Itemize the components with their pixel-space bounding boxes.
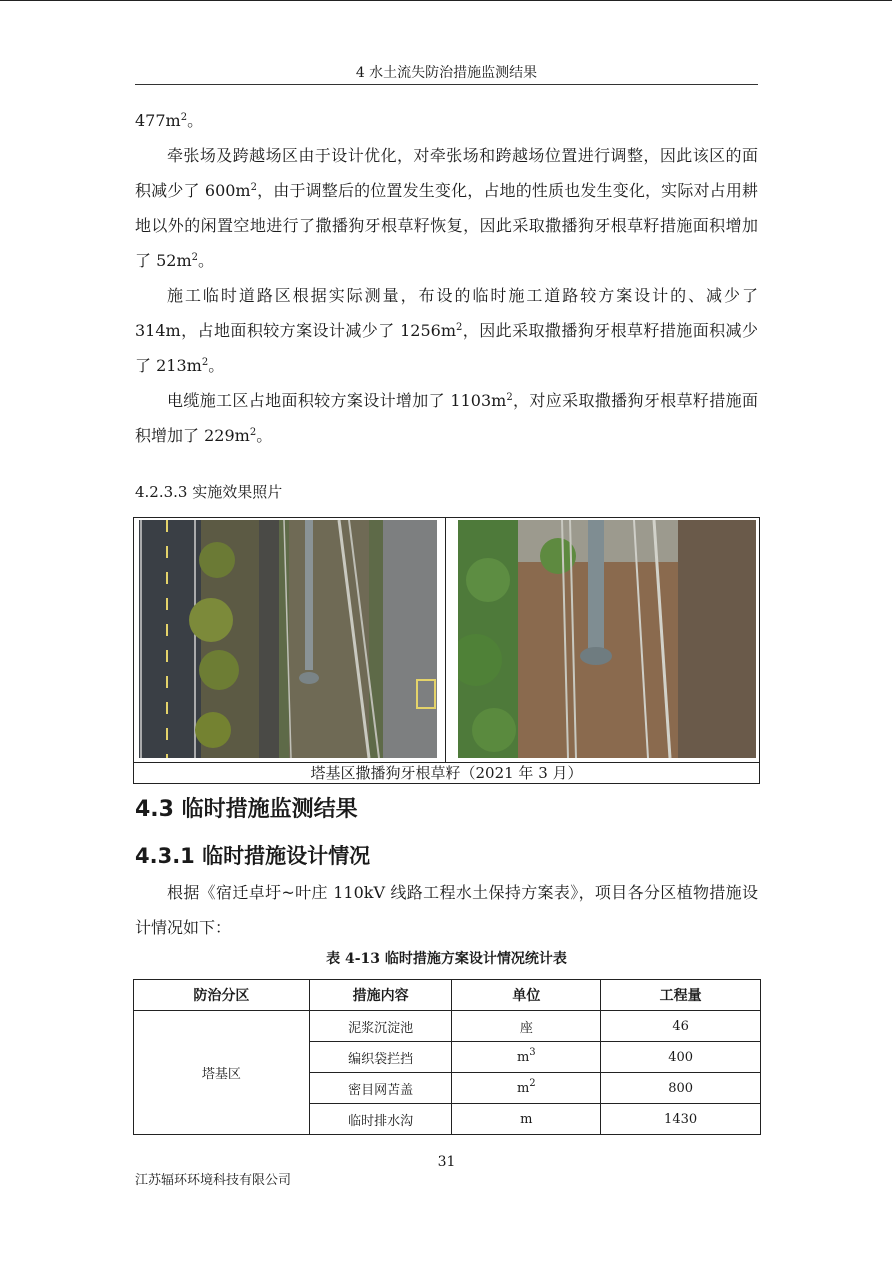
paragraph-3: 电缆施工区占地面积较方案设计增加了 $1103m^2$，对应采取撒播狗牙根草籽措施面积增加了 $229m^2$。: [135, 391, 758, 445]
paragraph-0: $477m^2$。: [135, 111, 204, 130]
aerial-photo-left: [139, 520, 437, 758]
unit-cell: $m^2$: [452, 1073, 601, 1104]
subsection-heading: 4.3.1 临时措施设计情况: [135, 844, 371, 868]
header-zone: 防治分区: [134, 980, 310, 1011]
aerial-photo-right: [458, 520, 756, 758]
header-measure: 措施内容: [309, 980, 452, 1011]
unit-cell: m: [452, 1104, 601, 1135]
photo-frame: [133, 517, 760, 784]
quantity-cell: 800: [601, 1073, 761, 1104]
quantity-cell: 46: [601, 1011, 761, 1042]
measure-cell: 编织袋拦挡: [309, 1042, 452, 1073]
unit-cell: $m^3$: [452, 1042, 601, 1073]
quantity-cell: 400: [601, 1042, 761, 1073]
measures-table: [133, 979, 761, 1135]
paragraph-1: 牵张场及跨越场区由于设计优化，对牵张场和跨越场位置进行调整，因此该区的面积减少了 $600m^2$，由于调整后的位置发生变化，占地的性质也发生变化，实际对占用耕地以外的闲置空地进行了撒播狗牙根草籽恢复，因此采取撒播狗牙根草籽措施面积增加了 $52m^2$。: [135, 146, 758, 270]
photo-subheading: 4.2.3.3 实施效果照片: [135, 483, 283, 501]
table-row: [134, 1011, 761, 1042]
top-border-line: [0, 0, 892, 1]
footer-company: 江苏辐环环境科技有限公司: [135, 1173, 292, 1188]
measure-cell: 密目网苫盖: [309, 1073, 452, 1104]
unit-cell: 座: [452, 1011, 601, 1042]
intro-paragraph: 根据《宿迁卓圩~叶庄 110kV 线路工程水土保持方案表》，项目各分区植物措施设计情况如下：: [135, 883, 758, 937]
section-heading: 4.3 临时措施监测结果: [135, 797, 358, 822]
table-header-row: [134, 980, 761, 1011]
measure-cell: 泥浆沉淀池: [309, 1011, 452, 1042]
paragraph-2: 施工临时道路区根据实际测量，布设的临时施工道路较方案设计的、减少了 314m，占地面积较方案设计减少了 $1256m^2$，因此采取撒播狗牙根草籽措施面积减少了 $213m^2$。: [135, 286, 758, 375]
header-unit: 单位: [452, 980, 601, 1011]
photo-separator: [445, 518, 446, 762]
quantity-cell: 1430: [601, 1104, 761, 1135]
header-quantity: 工程量: [601, 980, 761, 1011]
measure-cell: 临时排水沟: [309, 1104, 452, 1135]
photo-caption: 塔基区撒播狗牙根草籽（2021 年 3 月）: [310, 764, 583, 782]
header-rule: [135, 84, 758, 85]
page-number: 31: [437, 1154, 456, 1170]
table-title: 表 4-13 临时措施方案设计情况统计表: [326, 951, 567, 967]
page-header-title: 4 水土流失防治措施监测结果: [355, 65, 538, 81]
zone-cell: 塔基区: [134, 1011, 310, 1135]
